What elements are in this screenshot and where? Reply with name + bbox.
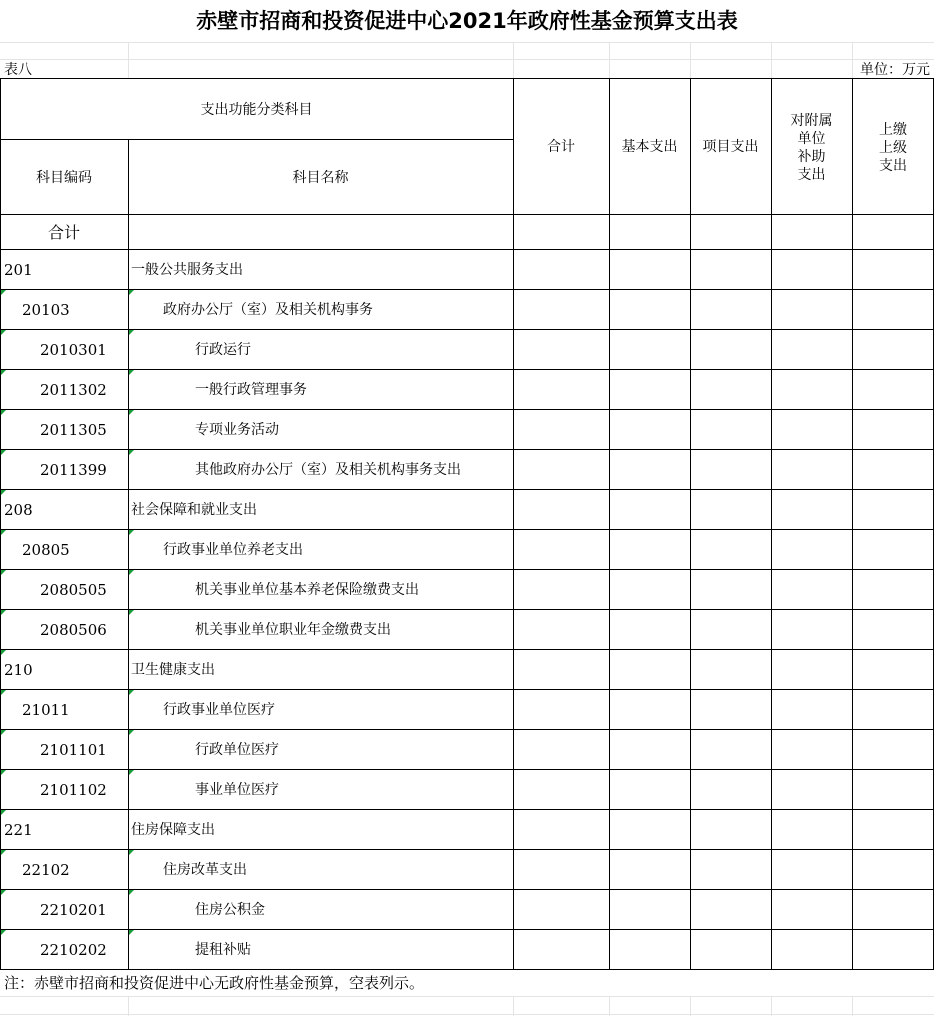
gridline: [690, 42, 691, 78]
row-code: 2080506: [40, 621, 107, 639]
gridline: [128, 996, 129, 1016]
gridline: [771, 42, 772, 78]
gridline: [0, 1014, 934, 1015]
cell-marker-icon: [129, 890, 134, 895]
cell-marker-icon: [1, 930, 6, 935]
cell-marker-icon: [129, 370, 134, 375]
row-code: 2210201: [40, 901, 107, 919]
cell-marker-icon: [129, 930, 134, 935]
row-name: 提租补贴: [195, 942, 251, 958]
row-code: 2101101: [40, 741, 107, 759]
row-code: 20103: [22, 301, 70, 319]
table-border: [0, 649, 934, 650]
table-border: [0, 849, 934, 850]
table-border: [0, 249, 934, 250]
table-border: [128, 139, 129, 970]
footnote: 注：赤壁市招商和投资促进中心无政府性基金预算，空表列示。: [4, 974, 425, 992]
row-name: 社会保障和就业支出: [131, 502, 257, 518]
cell-marker-icon: [1, 770, 6, 775]
row-name: 卫生健康支出: [131, 662, 215, 678]
table-border: [0, 449, 934, 450]
cell-marker-icon: [129, 850, 134, 855]
cell-marker-icon: [129, 690, 134, 695]
cell-marker-icon: [129, 450, 134, 455]
header-basic-expense: 基本支出: [621, 139, 678, 155]
row-code: 2010301: [40, 341, 107, 359]
cell-marker-icon: [1, 690, 6, 695]
gridline: [0, 59, 934, 60]
header-project-expense: 项目支出: [702, 139, 759, 155]
cell-marker-icon: [129, 330, 134, 335]
cell-marker-icon: [129, 530, 134, 535]
row-code: 22102: [22, 861, 70, 879]
total-row-label: 合计: [47, 223, 80, 242]
cell-marker-icon: [1, 650, 6, 655]
row-code: 21011: [22, 701, 70, 719]
cell-marker-icon: [1, 810, 6, 815]
row-name: 专项业务活动: [195, 422, 279, 438]
page-title: 赤壁市招商和投资促进中心2021年政府性基金预算支出表: [196, 9, 738, 33]
row-name: 行政事业单位医疗: [163, 702, 275, 718]
header-name: 科目名称: [292, 170, 349, 186]
header-subsidy-expense: 对附属 单位 补助 支出: [790, 113, 833, 183]
cell-marker-icon: [129, 770, 134, 775]
cell-marker-icon: [129, 610, 134, 615]
cell-marker-icon: [1, 850, 6, 855]
cell-marker-icon: [129, 570, 134, 575]
row-code: 2011305: [40, 421, 107, 439]
cell-marker-icon: [1, 610, 6, 615]
table-border: [771, 78, 772, 970]
header-total: 合计: [547, 139, 575, 155]
row-name: 一般行政管理事务: [195, 382, 307, 398]
gridline: [128, 42, 129, 78]
table-border: [690, 78, 691, 970]
cell-marker-icon: [1, 890, 6, 895]
row-code: 2011399: [40, 461, 107, 479]
row-name: 一般公共服务支出: [131, 262, 243, 278]
table-number-label: 表八: [4, 62, 32, 78]
header-upper-remit: 上缴 上级 支出: [879, 122, 907, 174]
gridline: [609, 996, 610, 1016]
row-name: 其他政府办公厅（室）及相关机构事务支出: [195, 462, 461, 478]
cell-marker-icon: [1, 490, 6, 495]
cell-marker-icon: [1, 570, 6, 575]
table-border: [0, 569, 934, 570]
row-name: 机关事业单位职业年金缴费支出: [195, 622, 391, 638]
cell-marker-icon: [1, 370, 6, 375]
table-border: [0, 889, 934, 890]
row-code: 2210202: [40, 941, 107, 959]
table-border: [513, 78, 514, 970]
table-border: [0, 769, 934, 770]
table-border: [0, 78, 934, 79]
gridline: [0, 996, 934, 997]
row-name: 行政单位医疗: [195, 742, 279, 758]
row-code: 208: [4, 501, 33, 519]
row-code: 210: [4, 661, 33, 679]
gridline: [513, 996, 514, 1016]
table-border: [0, 729, 934, 730]
table-border: [0, 214, 934, 215]
row-code: 221: [4, 821, 33, 839]
cell-marker-icon: [1, 530, 6, 535]
table-border: [0, 929, 934, 930]
table-border: [609, 78, 610, 970]
table-border: [0, 78, 1, 970]
table-border: [0, 609, 934, 610]
gridline: [513, 42, 514, 78]
unit-label: 单位：万元: [860, 62, 930, 78]
row-name: 住房公积金: [195, 902, 265, 918]
row-name: 行政运行: [195, 342, 251, 358]
row-code: 2101102: [40, 781, 107, 799]
table-border: [0, 409, 934, 410]
cell-marker-icon: [1, 450, 6, 455]
cell-marker-icon: [1, 410, 6, 415]
table-border: [852, 78, 853, 970]
table-border: [0, 969, 934, 970]
row-name: 政府办公厅（室）及相关机构事务: [163, 302, 373, 318]
row-name: 住房保障支出: [131, 822, 215, 838]
table-border: [0, 689, 934, 690]
table-border: [0, 289, 934, 290]
row-name: 事业单位医疗: [195, 782, 279, 798]
table-border: [0, 809, 934, 810]
gridline: [852, 42, 853, 78]
table-border: [0, 329, 934, 330]
table-border: [0, 489, 934, 490]
table-border: [0, 529, 934, 530]
cell-marker-icon: [1, 330, 6, 335]
cell-marker-icon: [129, 290, 134, 295]
cell-marker-icon: [1, 290, 6, 295]
row-name: 行政事业单位养老支出: [163, 542, 303, 558]
table-border: [0, 369, 934, 370]
row-code: 20805: [22, 541, 70, 559]
gridline: [852, 996, 853, 1016]
gridline: [771, 996, 772, 1016]
row-code: 2080505: [40, 581, 107, 599]
row-name: 机关事业单位基本养老保险缴费支出: [195, 582, 419, 598]
row-name: 住房改革支出: [163, 862, 247, 878]
gridline: [609, 42, 610, 78]
header-category-group: 支出功能分类科目: [200, 102, 313, 118]
cell-marker-icon: [129, 730, 134, 735]
row-code: 2011302: [40, 381, 107, 399]
table-border: [0, 139, 513, 140]
row-code: 201: [4, 261, 33, 279]
cell-marker-icon: [1, 730, 6, 735]
gridline: [690, 996, 691, 1016]
cell-marker-icon: [129, 410, 134, 415]
header-code: 科目编码: [36, 170, 92, 186]
gridline: [0, 42, 934, 43]
